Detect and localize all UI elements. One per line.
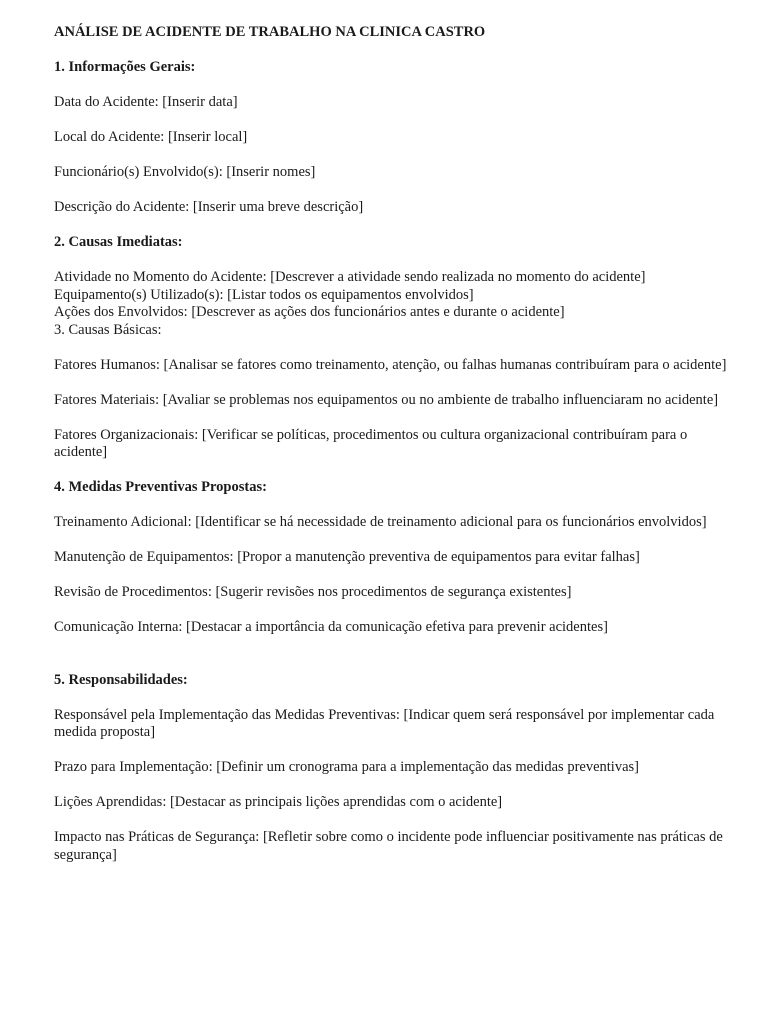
field-revisao-de-procedimentos: Revisão de Procedimentos: [Sugerir revisões nos procedimentos de segurança existentes] (54, 584, 572, 600)
document-title: ANÁLISE DE ACIDENTE DE TRABALHO NA CLINICA CASTRO (54, 24, 486, 40)
spacer (54, 637, 734, 672)
field-responsavel-implementacao: Responsável pela Implementação das Medidas Preventivas: [Indicar quem será responsável por implementar cada medida proposta] (54, 706, 715, 740)
field-treinamento-adicional: Treinamento Adicional: [Identificar se há necessidade de treinamento adicional para os funcionários envolvidos] (54, 514, 707, 530)
spacer (54, 409, 734, 427)
field-acoes-dos-envolvidos: Ações dos Envolvidos: [Descrever as ações dos funcionários antes e durante o acidente] (54, 304, 565, 320)
field-funcionarios-envolvidos: Funcionário(s) Envolvido(s): [Inserir nomes] (54, 164, 316, 180)
spacer (54, 147, 734, 165)
spacer (54, 77, 734, 95)
section-heading-medidas-preventivas: 4. Medidas Preventivas Propostas: (54, 479, 267, 495)
section-heading-informacoes-gerais: 1. Informações Gerais: (54, 59, 196, 75)
field-equipamentos-utilizados: Equipamento(s) Utilizado(s): [Listar todos os equipamentos envolvidos] (54, 286, 474, 303)
spacer (54, 462, 734, 480)
spacer (54, 777, 734, 795)
spacer (54, 567, 734, 585)
field-fatores-organizacionais: Fatores Organizacionais: [Verificar se políticas, procedimentos ou cultura organizacional contribuíram para o acidente] (54, 426, 688, 460)
spacer (54, 602, 734, 620)
spacer (54, 42, 734, 60)
spacer (54, 497, 734, 515)
field-fatores-materiais: Fatores Materiais: [Avaliar se problemas nos equipamentos ou no ambiente de trabalho influenciaram no acidente] (54, 391, 719, 408)
field-atividade-no-momento: Atividade no Momento do Acidente: [Descrever a atividade sendo realizada no momento do acidente] (54, 269, 646, 285)
field-data-do-acidente: Data do Acidente: [Inserir data] (54, 94, 238, 110)
spacer (54, 252, 734, 270)
field-fatores-humanos: Fatores Humanos: [Analisar se fatores como treinamento, atenção, ou falhas humanas contribuíram para o acidente] (54, 356, 727, 373)
document-page (54, 24, 734, 864)
spacer (54, 217, 734, 235)
spacer (54, 532, 734, 550)
field-manutencao-de-equipamentos: Manutenção de Equipamentos: [Propor a manutenção preventiva de equipamentos para evitar falhas] (54, 549, 640, 565)
field-descricao-do-acidente: Descrição do Acidente: [Inserir uma breve descrição] (54, 199, 364, 215)
spacer (54, 339, 734, 357)
section-heading-responsabilidades: 5. Responsabilidades: (54, 671, 188, 688)
field-impacto-praticas-seguranca: Impacto nas Práticas de Segurança: [Refletir sobre como o incidente pode influenciar positivamente nas práticas de segurança] (54, 829, 723, 863)
spacer (54, 374, 734, 392)
field-licoes-aprendidas: Lições Aprendidas: [Destacar as principais lições aprendidas com o acidente] (54, 794, 503, 810)
spacer (54, 812, 734, 830)
section-heading-causas-imediatas: 2. Causas Imediatas: (54, 234, 183, 250)
field-local-do-acidente: Local do Acidente: [Inserir local] (54, 129, 248, 145)
spacer (54, 182, 734, 200)
spacer (54, 112, 734, 130)
field-comunicacao-interna: Comunicação Interna: [Destacar a importância da comunicação efetiva para prevenir acidentes] (54, 619, 608, 635)
spacer (54, 689, 734, 707)
spacer (54, 742, 734, 760)
field-prazo-implementacao: Prazo para Implementação: [Definir um cronograma para a implementação das medidas preventivas] (54, 759, 639, 775)
section-heading-causas-basicas: 3. Causas Básicas: (54, 321, 162, 338)
